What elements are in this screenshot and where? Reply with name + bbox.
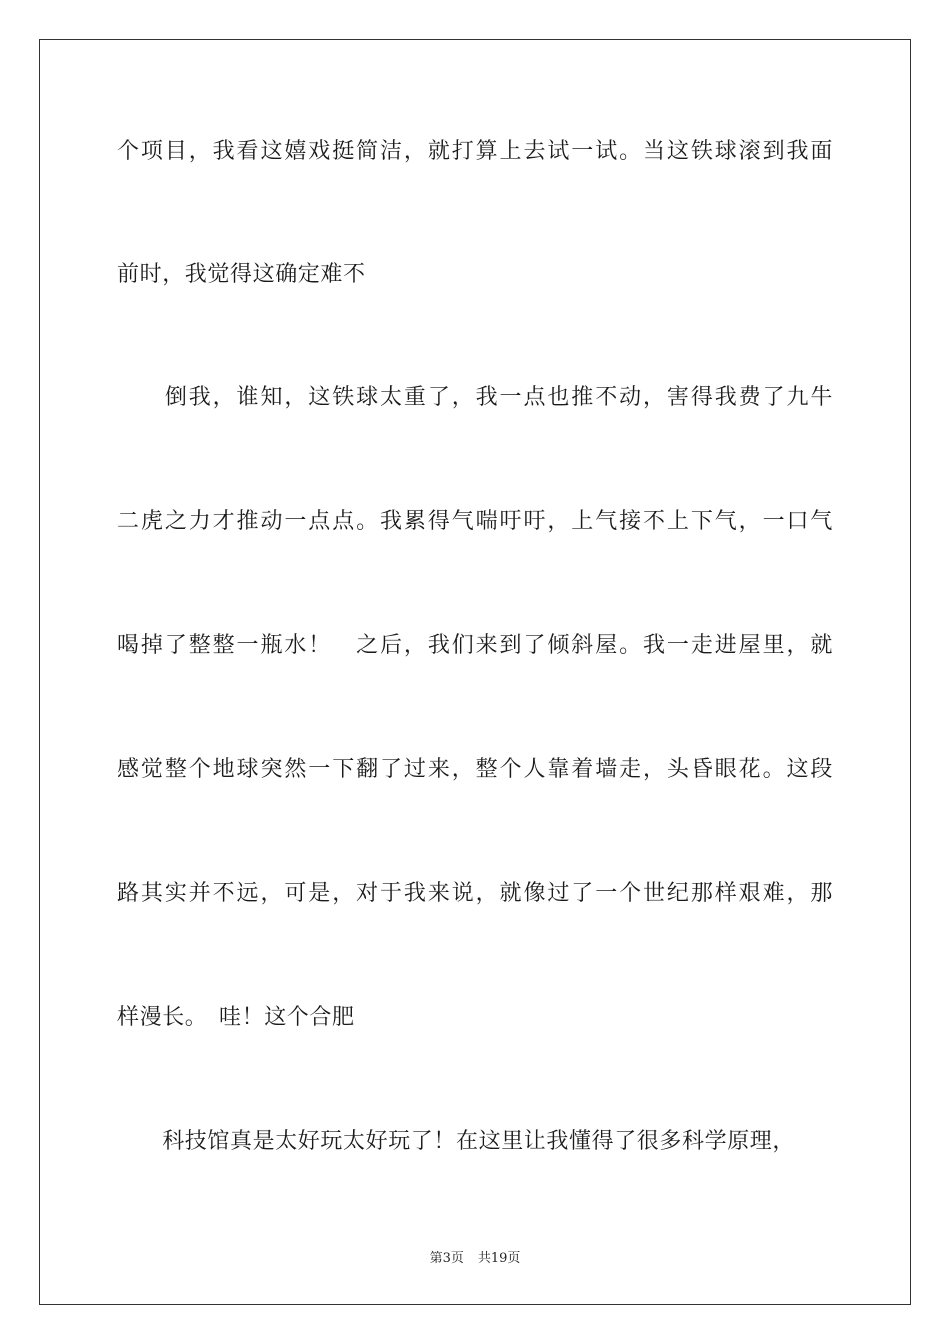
page-number: 第3页 [429,1251,464,1266]
page-footer [0,1247,950,1266]
body-text-line: 前时，我觉得这确定难不 [117,262,366,287]
body-text-line: 路其实并不远，可是，对于我来说，就像过了一个世纪那样艰难，那 [117,881,833,906]
page-border [39,39,911,1305]
body-text-line: 倒我，谁知，这铁球太重了，我一点也推不动，害得我费了九牛 [117,385,833,410]
body-text-line: 科技馆真是太好玩太好玩了！在这里让我懂得了很多科学原理， [117,1129,796,1154]
body-text-line: 二虎之力才推动一点点。我累得气喘吁吁，上气接不上下气，一口气 [117,509,833,534]
page-total: 共19页 [477,1251,521,1266]
body-text-line: 喝掉了整整一瓶水！ 之后，我们来到了倾斜屋。我一走进屋里，就 [117,633,833,658]
body-text-line: 样漫长。 哇！这个合肥 [117,1005,355,1030]
body-text-line: 感觉整个地球突然一下翻了过来，整个人靠着墙走，头昏眼花。这段 [117,757,833,782]
body-text-line: 个项目，我看这嬉戏挺简洁，就打算上去试一试。当这铁球滚到我面 [117,139,833,164]
